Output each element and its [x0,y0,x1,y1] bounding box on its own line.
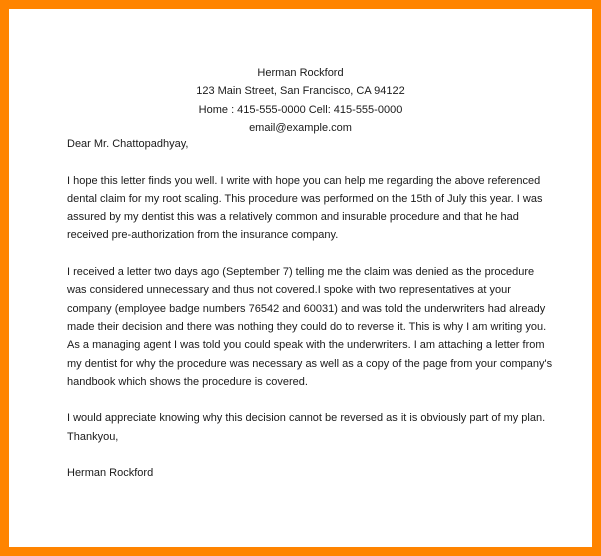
paragraph-1 [67,172,557,245]
paragraph-line: received pre-authorization from the insurance company. [67,229,339,242]
paragraph-line: Thankyou, [67,430,119,443]
sender-address: 123 Main Street, San Francisco, CA 94122 [196,85,405,98]
paragraph-line: was considered unnecessary and thus not covered.I spoke with two representatives at your [67,284,511,297]
paragraph-line: my dentist for why the procedure was necessary as well as a copy of the page from your company's [67,357,553,370]
paragraph-2 [67,263,557,391]
signature: Herman Rockford [67,467,154,480]
letter-body [67,135,557,483]
paragraph-line: company (employee badge numbers 76542 and 60031) and was told the underwriters had already [67,302,546,315]
sender-name: Herman Rockford [257,67,344,79]
paragraph-line: made their decision and there was nothing they could do to reverse it. This is why I am writing you. [67,320,547,333]
sender-email: email@example.com [249,121,352,134]
paragraph-line: As a managing agent I was told you could speak with the underwriters. I am attaching a letter from [67,339,545,352]
letter-page [9,9,592,547]
paragraph-line: I hope this letter finds you well. I write with hope you can help me regarding the above referenced [67,174,541,187]
salutation: Dear Mr. Chattopadhyay, [67,138,189,150]
letter-header [9,64,592,137]
paragraph-line: assured by my dentist this was a relatively common and insurable procedure and that he had [67,211,519,224]
paragraph-3 [67,409,557,446]
paragraph-line: I would appreciate knowing why this decision cannot be reversed as it is obviously part of my plan. [67,412,546,425]
sender-phones: Home : 415-555-0000 Cell: 415-555-0000 [198,103,403,116]
paragraph-line: I received a letter two days ago (September 7) telling me the claim was denied as the procedure [67,266,535,279]
paragraph-line: handbook which shows the procedure is covered. [67,375,308,388]
paragraph-line: dental claim for my root scaling. This procedure was performed on the 15th of July this year. I was [67,192,543,205]
